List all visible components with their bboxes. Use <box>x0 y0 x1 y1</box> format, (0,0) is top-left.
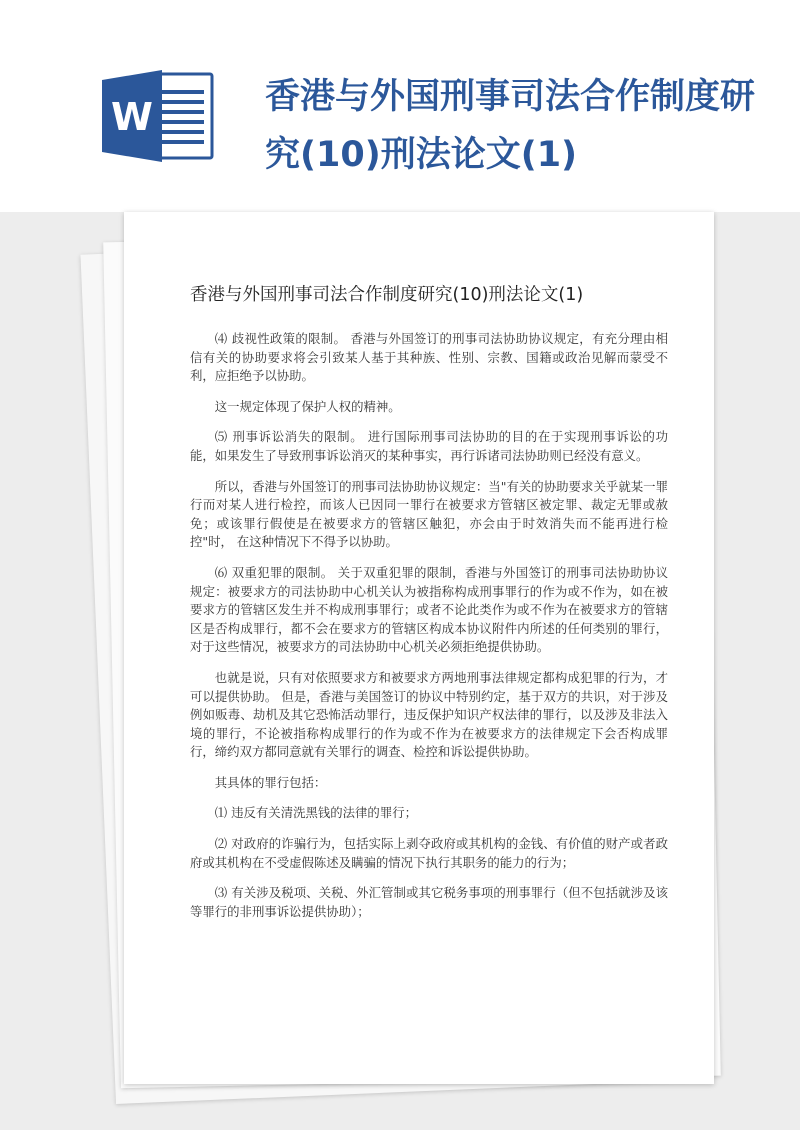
paragraph: ⑴ 违反有关清洗黑钱的法律的罪行； <box>214 805 417 821</box>
paragraph: ⑸ 刑事诉讼消失的限制。 进行国际刑事司法协助的目的在于实现刑事诉讼的功能，如果发生了导致刑事诉讼消灭的某种事实，再行诉诸司法协助则已经没有意义。 <box>190 429 668 463</box>
paragraph: 所以，香港与外国签订的刑事司法协助协议规定：当"有关的协助要求关乎就某一罪行而对某人进行检控，而该人已因同一罪行在被要求方管辖区被定罪、裁定无罪或赦免；或该罪行假使是在被要求方的管辖区触犯，亦会由于时效消失而不能再进行检控"时， 在这种情况下不得予以协助。 <box>190 478 668 550</box>
document-title: 香港与外国刑事司法合作制度研究(10)刑法论文(1) <box>190 285 584 305</box>
paragraph: ⑷ 歧视性政策的限制。 香港与外国签订的刑事司法协助协议规定，有充分理由相信有关的协助要求将会引致某人基于其种族、性别、宗教、国籍或政治见解而蒙受不利，应拒绝予以协助。 <box>190 331 668 384</box>
word-document-icon <box>100 68 218 164</box>
paragraph: ⑶ 有关涉及税项、关税、外汇管制或其它税务事项的刑事罪行（但不包括就涉及该等罪行的非刑事诉讼提供协助）； <box>190 885 668 919</box>
paragraph: 其具体的罪行包括： <box>214 774 327 790</box>
document-page <box>124 212 714 1084</box>
header <box>0 0 800 212</box>
document-body <box>190 330 668 921</box>
paragraph: 也就是说，只有对依照要求方和被要求方两地刑事法律规定都构成犯罪的行为，才可以提供协助。 但是，香港与美国签订的协议中特别约定，基于双方的共识，对于涉及例如贩毒、劫机及其它恐怖活动罪行，违反保护知识产权法律的罪行，以及涉及非法入境的罪行，不论被指称构成罪行的作为或不作为在被要求方的法律规定下会否构成罪行，缔约双方都同意就有关罪行的调查、检控和诉讼提供协助。 <box>190 669 668 760</box>
word-icon-letter: W <box>111 95 153 139</box>
paragraph: ⑹ 双重犯罪的限制。 关于双重犯罪的限制，香港与外国签订的刑事司法协助协议规定：被要求方的司法协助中心机关认为被指称构成刑事罪行的作为或不作为，如在被要求方的管辖区发生并不构成刑事罪行；或者不论此类作为或不作为在被要求方的管辖区是否构成罪行，都不会在要求方的管辖区构成本协议附件内所述的任何类别的罪行，对于这些情况，被要求方的司法协助中心机关必须拒绝提供协助。 <box>190 564 668 655</box>
paragraph: ⑵ 对政府的诈骗行为，包括实际上剥夺政府或其机构的金钱、有价值的财产或者政府或其机构在不受虚假陈述及瞒骗的情况下执行其职务的能力的行为； <box>190 836 668 870</box>
page-title: 香港与外国刑事司法合作制度研究(10)刑法论文(1) <box>265 77 756 175</box>
paragraph: 这一规定体现了保护人权的精神。 <box>214 398 401 414</box>
